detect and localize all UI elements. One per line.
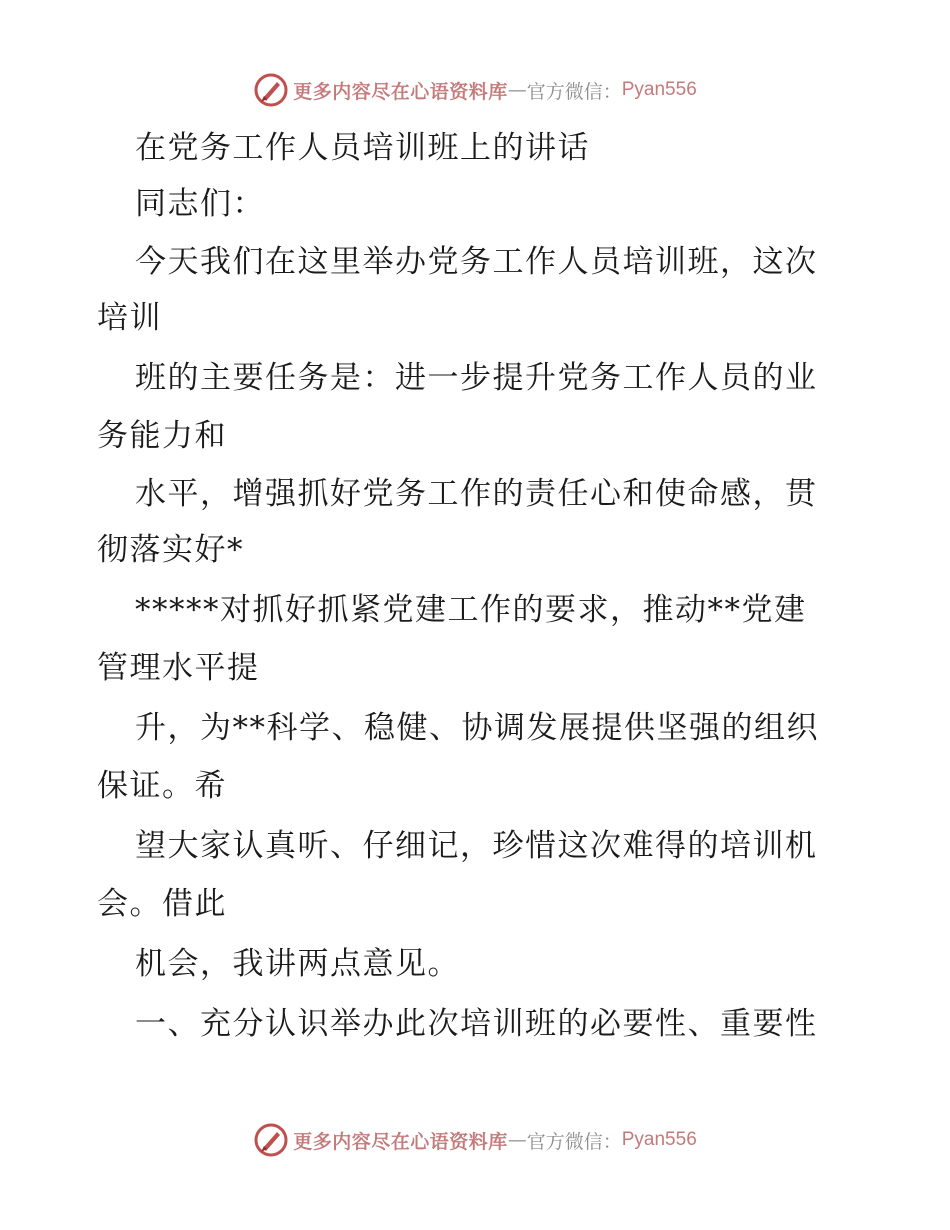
- watermark-dash: —: [507, 1129, 527, 1151]
- salutation: 同志们：: [135, 186, 265, 222]
- paragraph-line: 望大家认真听、仔细记，珍惜这次难得的培训机: [135, 828, 818, 864]
- paragraph-line: 水平，增强抓好党务工作的责任心和使命感，贯: [135, 476, 818, 512]
- footer-watermark: [0, 1120, 950, 1160]
- paragraph-line: 保证。希: [97, 768, 227, 804]
- watermark-dash: —: [507, 79, 527, 101]
- watermark-main-text: 更多内容尽在心语资料库: [293, 80, 508, 103]
- header-watermark: [0, 70, 950, 110]
- paragraph-line: 管理水平提: [97, 650, 260, 686]
- paragraph-line: 彻落实好*: [97, 532, 244, 568]
- watermark-id: Pyan556: [621, 1129, 697, 1150]
- paragraph-line: 务能力和: [97, 418, 227, 454]
- paragraph-line: 升，为**科学、稳健、协调发展提供坚强的组织: [135, 710, 819, 746]
- pen-logo-icon: [253, 1122, 289, 1158]
- paragraph-line: 今天我们在这里举办党务工作人员培训班，这次: [135, 244, 818, 280]
- document-title: 在党务工作人员培训班上的讲话: [135, 130, 590, 166]
- watermark-sub-text: 官方微信：: [526, 80, 622, 103]
- watermark-sub-text: 官方微信：: [526, 1130, 622, 1153]
- paragraph-line: *****对抓好抓紧党建工作的要求，推动**党建: [135, 592, 807, 628]
- pen-logo-icon: [253, 72, 289, 108]
- paragraph-line: 培训: [97, 300, 162, 336]
- paragraph-line: 机会，我讲两点意见。: [135, 946, 460, 982]
- watermark-main-text: 更多内容尽在心语资料库: [293, 1130, 508, 1153]
- paragraph-line: 会。借此: [97, 886, 227, 922]
- watermark-id: Pyan556: [621, 79, 697, 100]
- section-heading: 一、充分认识举办此次培训班的必要性、重要性: [135, 1006, 818, 1042]
- paragraph-line: 班的主要任务是：进一步提升党务工作人员的业: [135, 360, 818, 396]
